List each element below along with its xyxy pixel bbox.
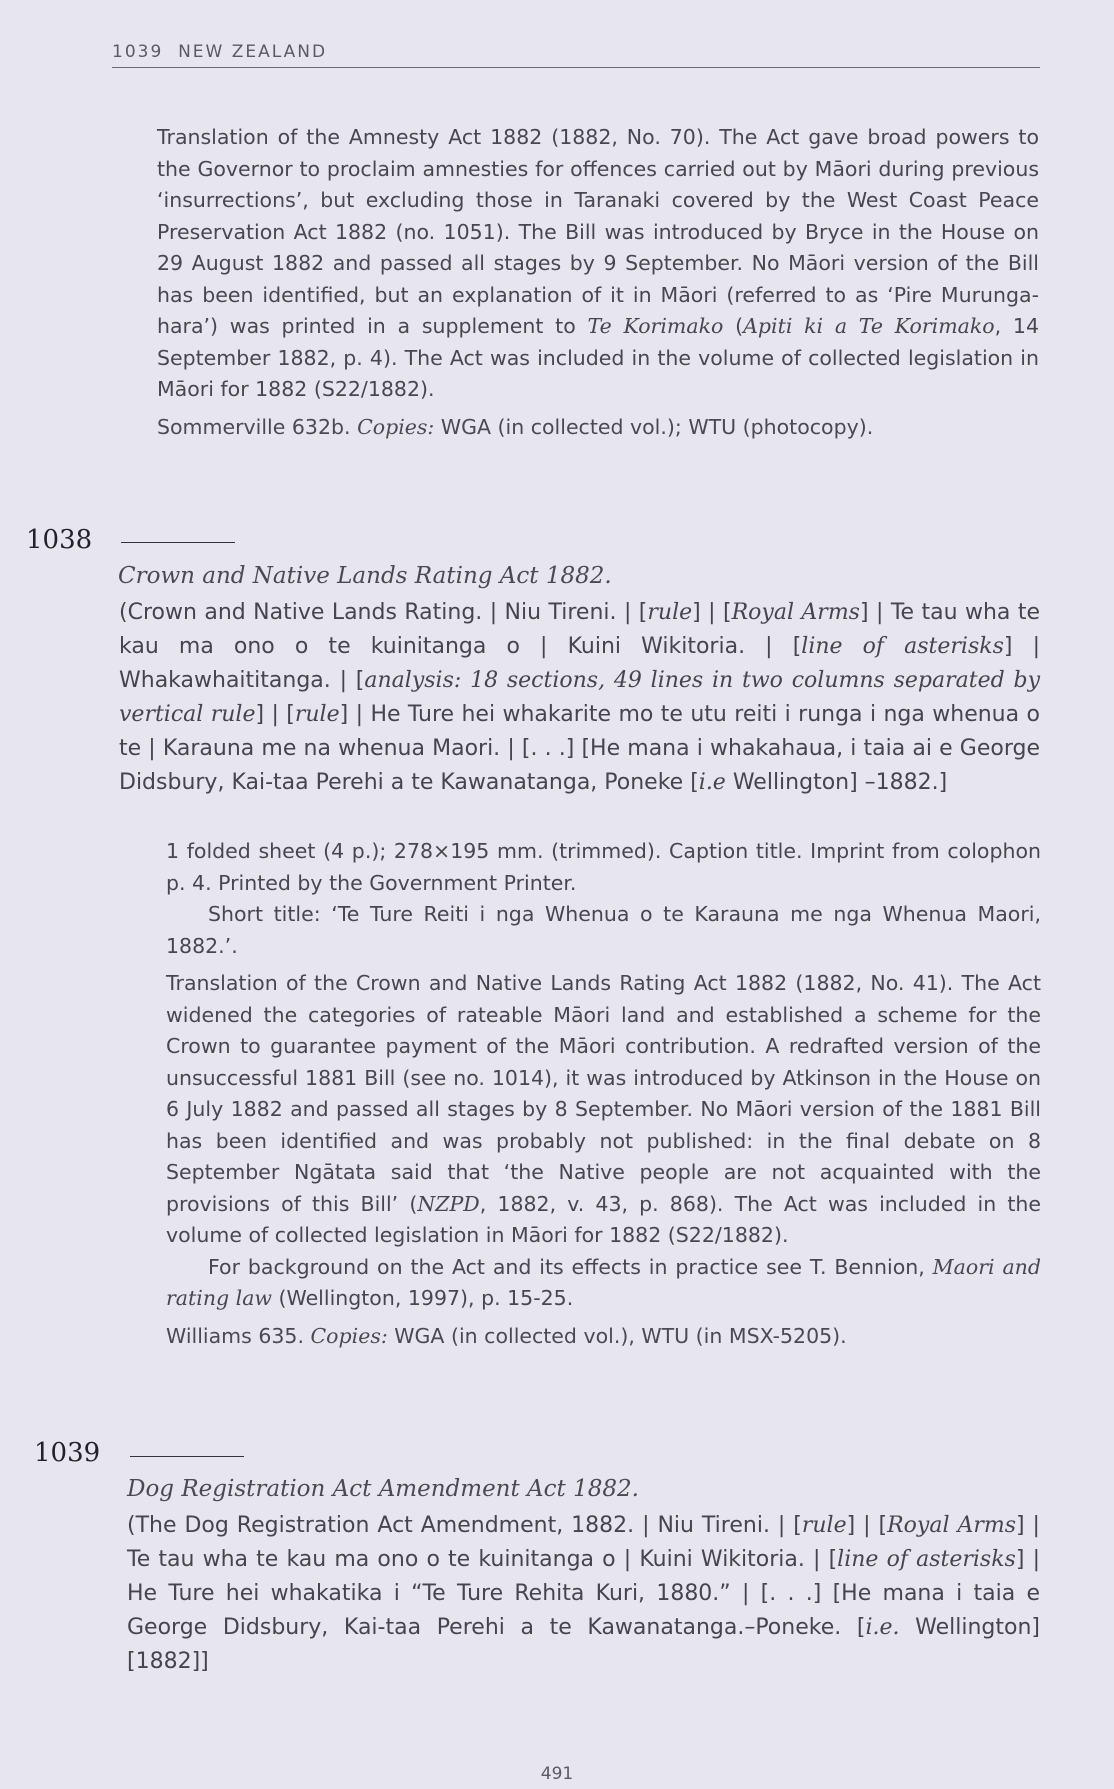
italic-run: rule [294, 702, 340, 727]
copies-line: Williams 635. Copies: WGA (in collected vol.), WTU (in MSX-5205). [166, 1323, 847, 1348]
italic-run: analysis: 18 sections, 49 lines in two columns separated by vertical rule [119, 668, 1040, 727]
italic-run: Apiti ki a Te Korimako [743, 314, 995, 338]
page-number: 491 [540, 1764, 574, 1784]
italic-run: Royal Arms [731, 600, 860, 625]
entry-number-1039: 1039 [34, 1438, 101, 1468]
background-note: For background on the Act and its effects in practice see T. Bennion, Maori and rating law (Wellington, 1997), p. 15-25. [166, 1254, 1041, 1310]
carryover-block [157, 122, 1039, 443]
italic-run: i.e. [865, 1615, 900, 1640]
italic-run: rule [801, 1513, 847, 1538]
entry-description-1038: (Crown and Native Lands Rating. | Niu Tireni. | [rule] | [Royal Arms] | Te tau wha te kau ma ono o te kuinitanga o | Kuini Wikitoria. | [line of asterisks] | Whakawhaititanga. | [analysis: 18 sections, 49 lines in two columns separated by vertical rule] | [rule] | He Ture hei whakarite mo te utu reiti i runga i nga whenua o te | Karauna me na whenua Maori. | [. . .] [He mana i whakahaua, i taia ai e George Didsbury, Kai-taa Perehi a te Kawanatanga, Poneke [i.e Wellington] –1882.] [119, 600, 1041, 795]
running-head-page: 1039 [112, 42, 164, 62]
italic-run: Maori and rating law [166, 1254, 1041, 1310]
carryover-copies: Sommerville 632b. Copies: WGA (in collected vol.); WTU (photocopy). [157, 414, 874, 439]
entry-description-1039: (The Dog Registration Act Amendment, 1882. | Niu Tireni. | [rule] | [Royal Arms] | Te tau wha te kau ma ono o te kuinitanga o | Kuini Wikitoria. | [line of asterisks] | He Ture hei whakatika i “Te Ture Rehita Kuri, 1880.” | [. . .] [He mana i taia e George Didsbury, Kai-taa Perehi a te Kawanatanga.–Poneke. [i.e. Wellington] [1882]] [127, 1513, 1040, 1674]
running-head [112, 42, 1040, 62]
italic-run: rule [647, 600, 693, 625]
entry-notes-1038 [166, 836, 1041, 1352]
italic-run: Copies: [357, 414, 435, 439]
entry-dash-1038 [121, 542, 235, 543]
italic-run: line of asterisks [801, 634, 1004, 659]
entry-title-1039: Dog Registration Act Amendment Act 1882. [127, 1476, 639, 1502]
italic-run: NZPD [417, 1191, 480, 1216]
entry-dash-1039 [130, 1456, 244, 1457]
italic-run: line of asterisks [837, 1547, 1016, 1572]
entry-title-1038: Crown and Native Lands Rating Act 1882. [118, 563, 612, 589]
carryover-paragraph: Translation of the Amnesty Act 1882 (1882, No. 70). The Act gave broad powers to the Governor to proclaim amnesties for offences carried out by Māori during previous ‘insurrections’, but excluding those in Taranaki covered by the West Coast Peace Preservation Act 1882 (no. 1051). The Bill was introduced by Bryce in the House on 29 August 1882 and passed all stages by 9 September. No Māori version of the Bill has been identified, but an explanation of it in Māori (referred to as ‘Pire Murunga-hara’) was printed in a supplement to Te Korimako (Apiti ki a Te Korimako, 14 September 1882, p. 4). The Act was included in the volume of collected legislation in Māori for 1882 (S22/1882). [157, 125, 1039, 401]
running-head-rule [112, 67, 1040, 68]
italic-run: Royal Arms [887, 1513, 1017, 1538]
italic-run: i.e [698, 770, 726, 795]
italic-run: Copies: [310, 1323, 388, 1348]
italic-run: Te Korimako [587, 314, 724, 338]
physical-description: 1 folded sheet (4 p.); 278×195 mm. (trimmed). Caption title. Imprint from colophon p. 4. Printed by the Government Printer. [166, 839, 1041, 895]
running-head-title: NEW ZEALAND [178, 42, 328, 62]
short-title: Short title: ‘Te Ture Reiti i nga Whenua o te Karauna me nga Whenua Maori, 1882.’. [166, 902, 1041, 958]
translation-note: Translation of the Crown and Native Lands Rating Act 1882 (1882, No. 41). The Act widened the categories of rateable Māori land and established a scheme for the Crown to guarantee payment of the Māori contribution. A redrafted version of the unsuccessful 1881 Bill (see no. 1014), it was introduced by Atkinson in the House on 6 July 1882 and passed all stages by 8 September. No Māori version of the 1881 Bill has been identified and was probably not published: in the final debate on 8 September Ngātata said that ‘the Native people are not acquainted with the provisions of this Bill’ (NZPD, 1882, v. 43, p. 868). The Act was included in the volume of collected legislation in Māori for 1882 (S22/1882). [166, 971, 1041, 1247]
entry-number-1038: 1038 [26, 525, 93, 555]
